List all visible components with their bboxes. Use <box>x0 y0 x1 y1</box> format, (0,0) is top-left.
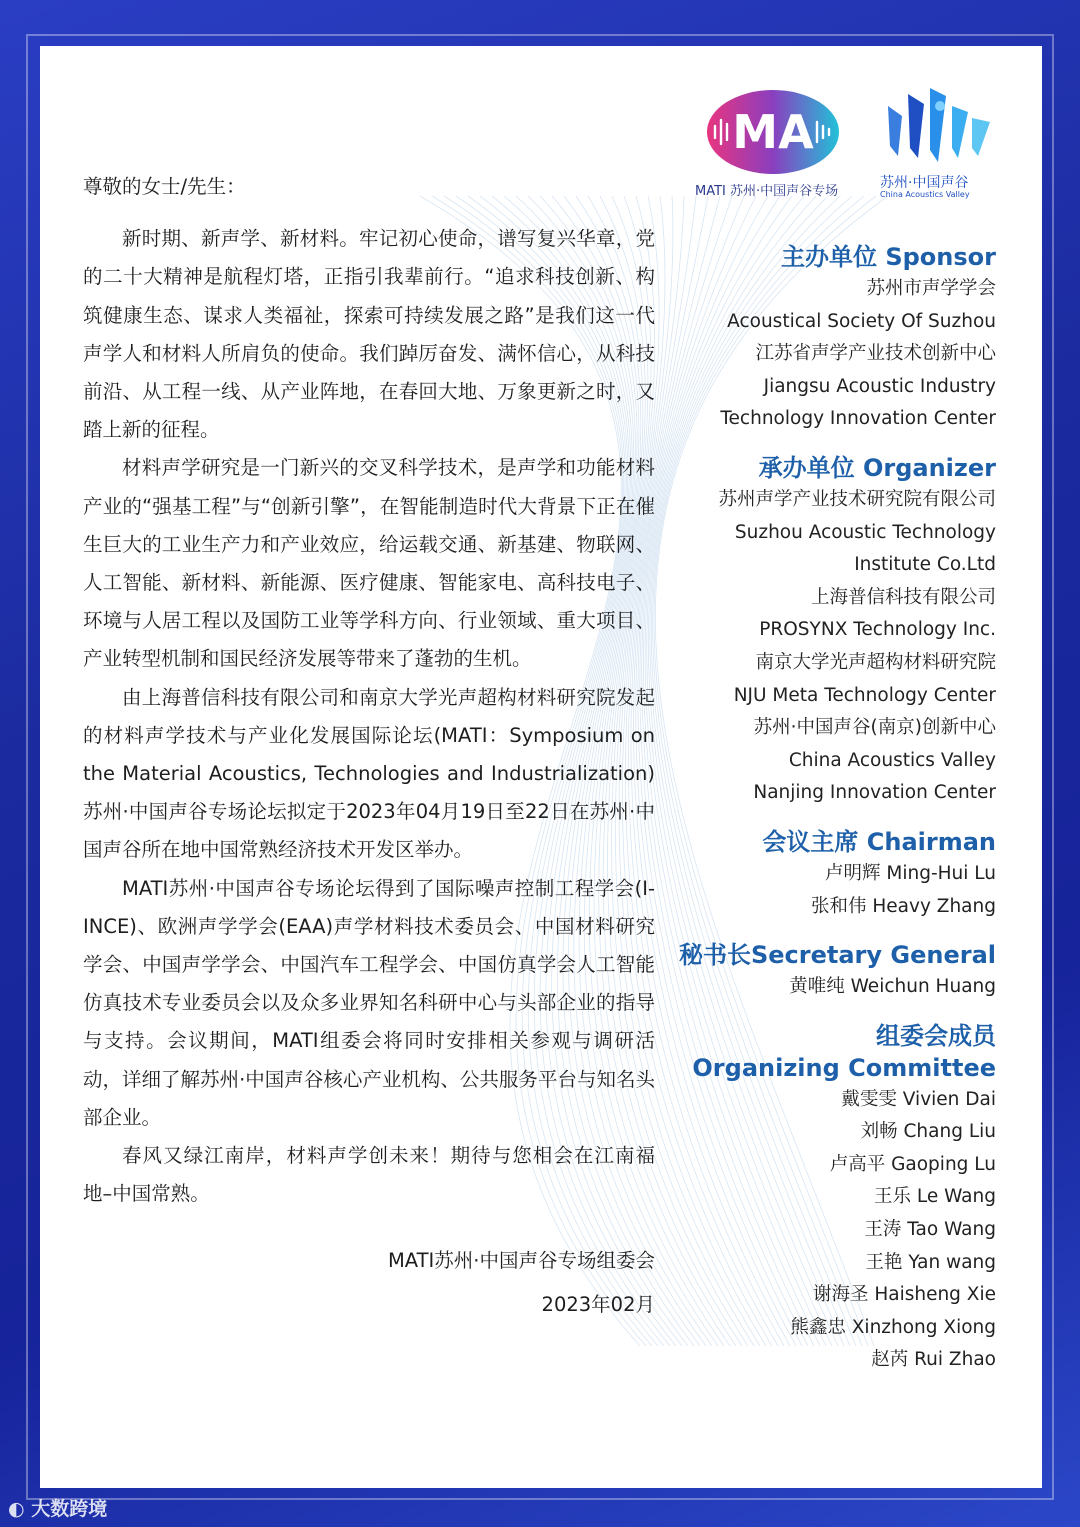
signature-date: 2023年02月 <box>541 1293 655 1317</box>
letter-paragraph: 材料声学研究是一门新兴的交叉科学技术，是声学和功能材料产业的“强基工程”与“创新引擎”，在智能制造时代大背景下正在催生巨大的工业生产力和产业效应，给运载交通、新基建、物联网、人工智能、新材料、新能源、医疗健康、智能家电、高科技电子、环境与人居工程以及国防工业等学科方向、行业领域、重大项目、产业转型机制和国民经济发展等带来了蓬勃的生机。 <box>83 456 655 671</box>
cav-caption-en: China Acoustics Valley <box>880 190 970 199</box>
chairman-item: 张和伟 Heavy Zhang <box>811 895 996 917</box>
sponsor-heading: 主办单位 Sponsor <box>780 243 996 271</box>
committee-item: 戴雯雯 Vivien Dai <box>841 1088 996 1110</box>
sponsor-item: Acoustical Society Of Suzhou <box>727 310 996 332</box>
committee-section <box>666 1020 996 1377</box>
organizer-item: China Acoustics Valley <box>788 749 996 771</box>
secretary-item: 黄唯纯 Weichun Huang <box>789 976 996 998</box>
sponsor-section <box>666 241 996 436</box>
committee-heading-cn: 组委会成员 <box>876 1021 996 1050</box>
committee-item: 王涛 Tao Wang <box>864 1219 996 1241</box>
committee-item: 刘畅 Chang Liu <box>860 1121 996 1143</box>
committee-item: 谢海圣 Haisheng Xie <box>812 1284 996 1306</box>
cav-caption-cn: 苏州·中国声谷 <box>880 175 969 191</box>
committee-item: 王乐 Le Wang <box>873 1186 996 1208</box>
organizer-item: NJU Meta Technology Center <box>733 684 996 706</box>
organizer-section <box>666 452 996 810</box>
organizer-item: 苏州声学产业技术研究院有限公司 <box>718 488 996 510</box>
letter-paragraph: 由上海普信科技有限公司和南京大学光声超构材料研究院发起的材料声学技术与产业化发展国际论坛(MATI：Symposium on the Material Acoustics, Technologies and Industrialization) 苏州·中国声谷专场论坛拟定于2023年04月19日至22日在苏州·中国声谷所在地中国常熟经济技术开发区举办。 <box>83 685 655 862</box>
organizer-item: Institute Co.Ltd <box>854 554 996 576</box>
organizer-item: 南京大学光声超构材料研究院 <box>755 651 996 673</box>
secretary-heading: 秘书长Secretary General <box>678 941 996 970</box>
letter-paragraph: MATI苏州·中国声谷专场论坛得到了国际噪声控制工程学会(I-INCE)、欧洲声学学会(EAA)声学材料技术委员会、中国材料研究学会、中国声学学会、中国汽车工程学会、中国仿真学会人工智能仿真技术专业委员会以及众多业界知名科研中心与头部企业的指导与支持。会议期间，MATI组委会将同时安排相关参观与调研活动，详细了解苏州·中国声谷核心产业机构、公共服务平台与知名头部企业。 <box>83 876 655 1129</box>
mati-logo-caption: MATI 苏州·中国声谷专场 <box>695 184 839 199</box>
organizer-item: Nanjing Innovation Center <box>753 782 996 804</box>
sponsor-item: Jiangsu Acoustic Industry <box>763 375 996 397</box>
organizations-column <box>666 241 996 1393</box>
letter-paragraph: 新时期、新声学、新材料。牢记初心使命，谱写复兴华章，党的二十大精神是航程灯塔，正指引我辈前行。“追求科技创新、构筑健康生态、谋求人类福祉，探索可持续发展之路”是我们这一代声学人和材料人所肩负的使命。我们踔厉奋发、满怀信心，从科技前沿、从工程一线、从产业阵地，在春回大地、万象更新之时，又踏上新的征程。 <box>83 227 655 442</box>
committee-item: 王艳 Yan wang <box>865 1251 996 1273</box>
watermark-logo-icon: ◐ <box>8 1498 32 1520</box>
sponsor-item: 苏州市声学学会 <box>866 278 996 299</box>
signature-block <box>83 1239 655 1327</box>
watermark: ◐ 大数跨境 <box>8 1498 108 1520</box>
organizer-item: 上海普信科技有限公司 <box>810 586 996 608</box>
sponsor-item: 江苏省声学产业技术创新中心 <box>755 343 996 365</box>
committee-item: 卢高平 Gaoping Lu <box>829 1153 996 1175</box>
letter-body <box>83 168 655 1327</box>
chairman-section <box>666 826 996 923</box>
organizer-item: Suzhou Acoustic Technology <box>734 521 996 543</box>
signature: MATI苏州·中国声谷专场组委会 <box>387 1249 655 1273</box>
committee-heading-en: Organizing Committee <box>692 1053 996 1082</box>
chairman-item: 卢明辉 Ming-Hui Lu <box>825 862 996 884</box>
svg-text:MA: MA <box>732 105 814 159</box>
greeting: 尊敬的女士/先生： <box>83 175 246 198</box>
organizer-item: 苏州·中国声谷(南京)创新中心 <box>753 717 996 739</box>
organizer-heading: 承办单位 Organizer <box>758 453 996 482</box>
letter-paragraph: 春风又绿江南岸，材料声学创未来！期待与您相会在江南福地–中国常熟。 <box>83 1144 655 1206</box>
sponsor-item: Technology Innovation Center <box>720 408 996 430</box>
organizer-item: PROSYNX Technology Inc. <box>759 619 996 641</box>
committee-item: 赵芮 Rui Zhao <box>871 1349 996 1371</box>
secretary-section <box>666 939 996 1004</box>
committee-item: 熊鑫忠 Xinzhong Xiong <box>790 1316 996 1338</box>
chairman-heading: 会议主席 Chairman <box>762 827 996 856</box>
letter-page <box>40 46 1042 1488</box>
